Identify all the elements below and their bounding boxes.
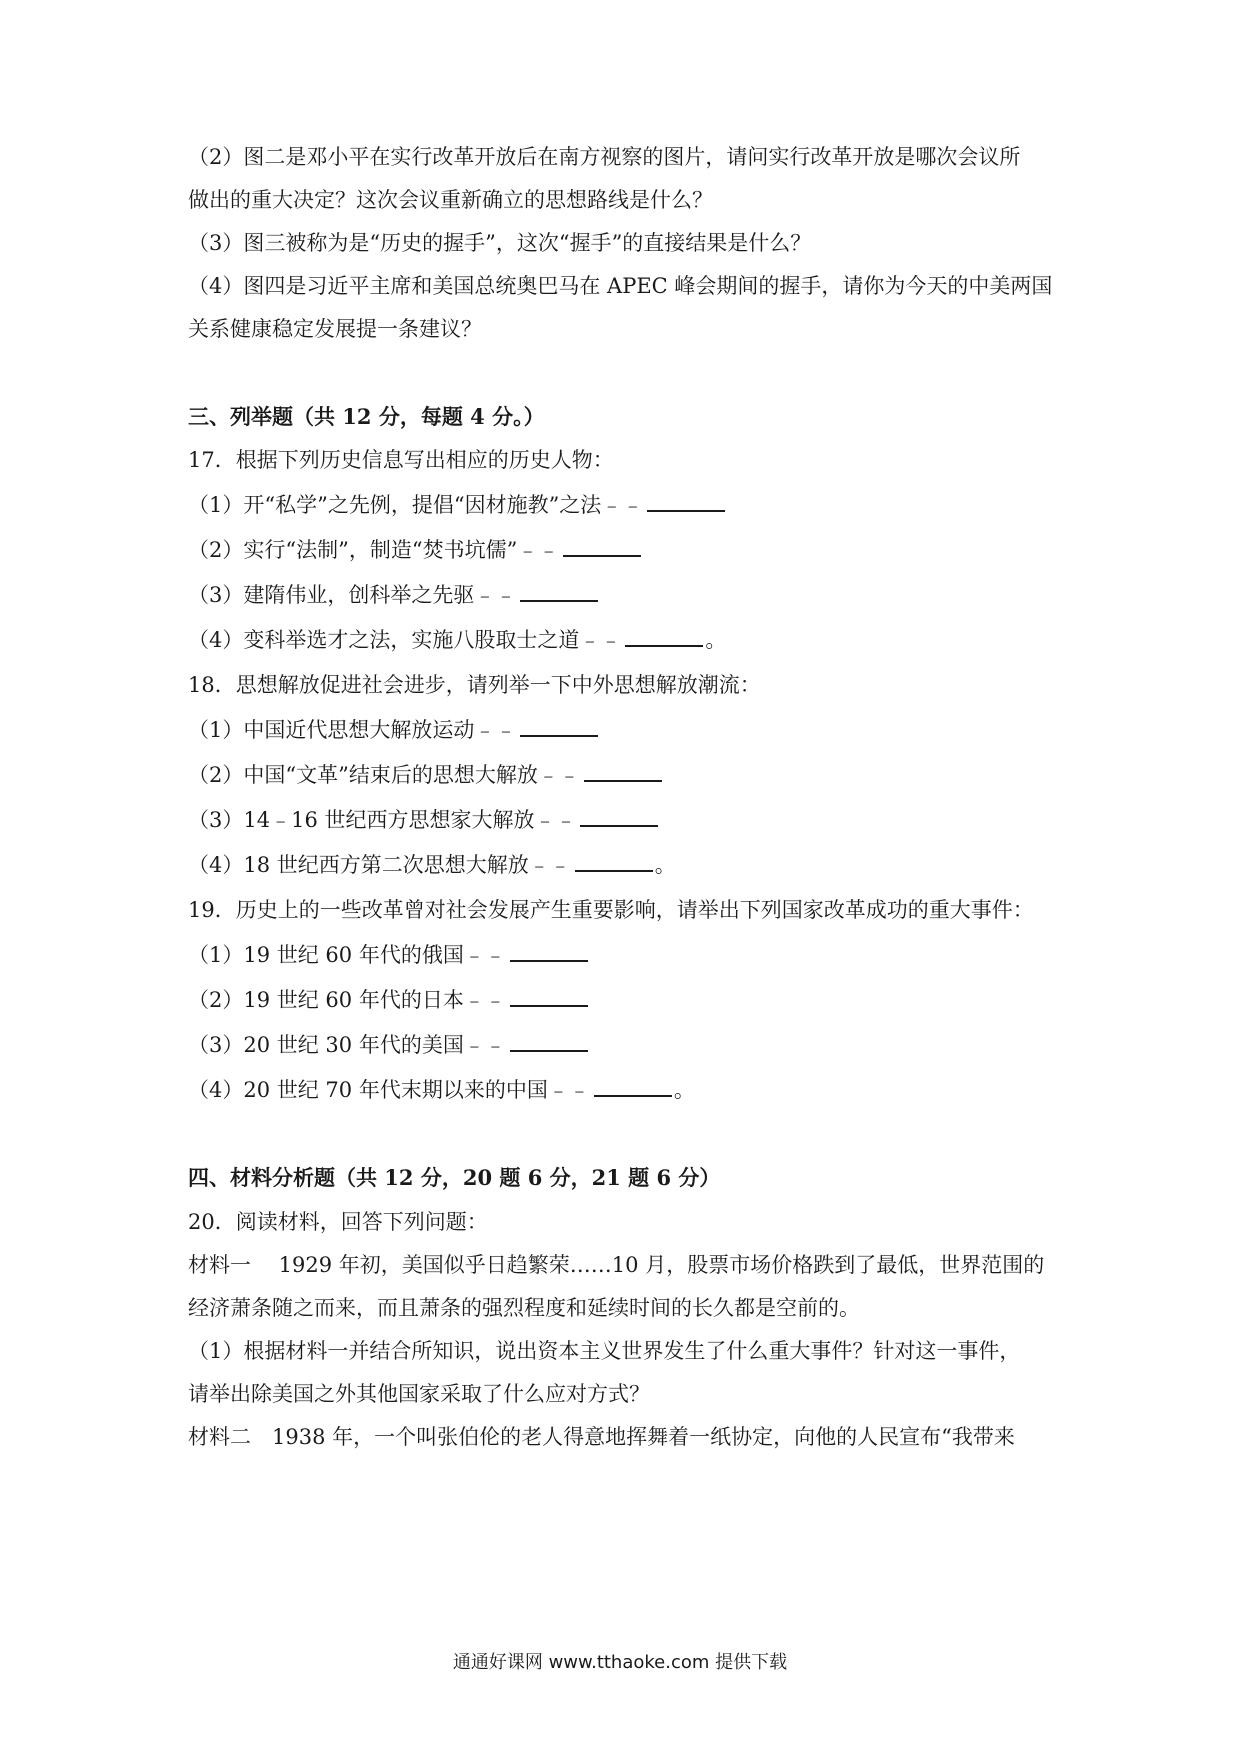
answer-blank[interactable] <box>510 940 588 962</box>
q17-item-3-text: （3）建隋伟业，创科举之先驱﹣﹣ <box>188 583 517 607</box>
q20-question1-line2: 请举出除美国之外其他国家采取了什么应对方式？ <box>188 1382 650 1406</box>
q16-part4-line1: （4）图四是习近平主席和美国总统奥巴马在 APEC 峰会期间的握手，请你为今天的中美两国 <box>188 274 1053 298</box>
q19-item-1-text: （1）19 世纪 60 年代的俄国﹣﹣ <box>188 943 506 967</box>
answer-blank[interactable] <box>563 535 641 557</box>
answer-blank[interactable] <box>594 1075 672 1097</box>
q17-item-1-text: （1）开“私学”之先例，提倡“因材施教”之法﹣﹣ <box>188 493 644 517</box>
q19-item-4 <box>188 1075 1068 1105</box>
q19-item-1 <box>188 940 1068 970</box>
q19-item-3 <box>188 1030 1068 1060</box>
q17-item-3 <box>188 580 1068 610</box>
q18-item-2 <box>188 760 1068 790</box>
end-mark: 。 <box>673 1078 695 1102</box>
q19-item-2-text: （2）19 世纪 60 年代的日本﹣﹣ <box>188 988 506 1012</box>
q17-item-1 <box>188 490 1068 520</box>
q18-stem: 18．思想解放促进社会进步，请列举一下中外思想解放潮流： <box>188 673 761 697</box>
q17-item-2 <box>188 535 1068 565</box>
q16-part2-line1: （2）图二是邓小平在实行改革开放后在南方视察的图片，请问实行改革开放是哪次会议所 <box>188 145 1021 169</box>
q20-material1-line1: 材料一 1929 年初，美国似乎日趋繁荣……10 月，股票市场价格跌到了最低，世界范围的 <box>188 1253 1045 1277</box>
answer-blank[interactable] <box>580 805 658 827</box>
q16-part3: （3）图三被称为是“历史的握手”，这次“握手”的直接结果是什么？ <box>188 231 812 255</box>
q18-item-4-text: （4）18 世纪西方第二次思想大解放﹣﹣ <box>188 853 571 877</box>
q17-stem: 17．根据下列历史信息写出相应的历史人物： <box>188 448 614 472</box>
section4-heading: 四、材料分析题（共 12 分，20 题 6 分，21 题 6 分） <box>188 1165 721 1190</box>
q19-item-4-text: （4）20 世纪 70 年代末期以来的中国﹣﹣ <box>188 1078 590 1102</box>
answer-blank[interactable] <box>520 580 598 602</box>
end-mark: 。 <box>654 853 676 877</box>
q16-part4-line2: 关系健康稳定发展提一条建议？ <box>188 317 482 341</box>
answer-blank[interactable] <box>510 985 588 1007</box>
answer-blank[interactable] <box>625 625 703 647</box>
q18-item-1 <box>188 715 1068 745</box>
page-footer: 通通好课网 www.tthaoke.com 提供下载 <box>452 1652 788 1673</box>
q18-item-4 <box>188 850 1068 880</box>
answer-blank[interactable] <box>520 715 598 737</box>
q19-item-2 <box>188 985 1068 1015</box>
q19-item-3-text: （3）20 世纪 30 年代的美国﹣﹣ <box>188 1033 506 1057</box>
q20-material2-line1: 材料二 1938 年，一个叫张伯伦的老人得意地挥舞着一纸协定，向他的人民宣布“我带来 <box>188 1425 1015 1449</box>
q19-stem: 19．历史上的一些改革曾对社会发展产生重要影响，请举出下列国家改革成功的重大事件： <box>188 898 1034 922</box>
q20-material1-line2: 经济萧条随之而来，而且萧条的强烈程度和延续时间的长久都是空前的。 <box>188 1296 860 1320</box>
section3-heading: 三、列举题（共 12 分，每题 4 分。） <box>188 404 545 429</box>
q18-item-1-text: （1）中国近代思想大解放运动﹣﹣ <box>188 718 517 742</box>
q17-item-2-text: （2）实行“法制”，制造“焚书坑儒”﹣﹣ <box>188 538 560 562</box>
answer-blank[interactable] <box>647 490 725 512</box>
q16-part2-line2: 做出的重大决定？这次会议重新确立的思想路线是什么？ <box>188 188 713 212</box>
answer-blank[interactable] <box>575 850 653 872</box>
q18-item-2-text: （2）中国“文革”结束后的思想大解放﹣﹣ <box>188 763 580 787</box>
q17-item-4 <box>188 625 1068 655</box>
q20-stem: 20．阅读材料，回答下列问题： <box>188 1210 488 1234</box>
q18-item-3 <box>188 805 1068 835</box>
answer-blank[interactable] <box>584 760 662 782</box>
q18-item-3-text: （3）14﹣16 世纪西方思想家大解放﹣﹣ <box>188 808 577 832</box>
end-mark: 。 <box>705 628 727 652</box>
q17-item-4-text: （4）变科举选才之法，实施八股取士之道﹣﹣ <box>188 628 622 652</box>
q20-question1-line1: （1）根据材料一并结合所知识，说出资本主义世界发生了什么重大事件？针对这一事件， <box>188 1339 1021 1363</box>
answer-blank[interactable] <box>510 1030 588 1052</box>
